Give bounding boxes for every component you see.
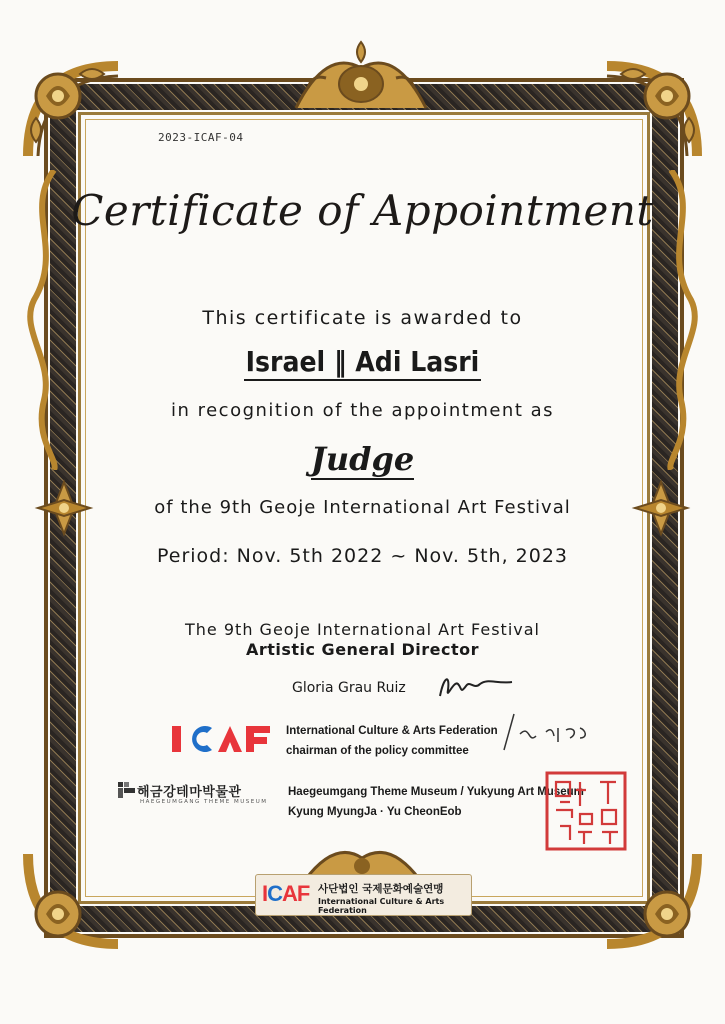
museum-logo-korean: 해금강테마박물관: [137, 785, 242, 800]
corner-ornament-icon: [18, 56, 130, 168]
period-line: Period: Nov. 5th 2022 ~ Nov. 5th, 2023: [156, 545, 569, 567]
certificate-title: Certificate of Appointment: [71, 186, 654, 235]
footer-badge: [255, 874, 472, 916]
awarded-line: This certificate is awarded to: [202, 307, 523, 329]
icaf-logo: [170, 720, 274, 756]
federation-signatory: [286, 721, 498, 761]
document-number: 2023-ICAF-04: [158, 131, 244, 144]
federation-name: International Culture & Arts Federation: [286, 725, 498, 737]
recipient-name-text: Israel ‖ Adi Lasri: [244, 345, 482, 381]
museum-emblem-icon: [118, 782, 136, 798]
footer-logo: ICAF: [262, 881, 310, 906]
footer-korean-name: 사단법인 국제문화예술연맹: [318, 883, 444, 895]
festival-line: of the 9th Geoje International Art Festival: [154, 497, 571, 518]
museum-signatory: [288, 782, 584, 822]
corner-ornament-icon: [18, 842, 130, 954]
corner-ornament-icon: [595, 56, 707, 168]
signatory-director-name: Gloria Grau Ruiz: [292, 680, 406, 696]
museum-name: Haegeumgang Theme Museum / Yukyung Art Museum: [288, 786, 584, 798]
handwritten-signature: [500, 710, 600, 754]
signatory-director-title: Artistic General Director: [245, 640, 480, 659]
signatory-festival-line: The 9th Geoje International Art Festival: [185, 620, 540, 639]
top-crest-ornament-icon: [286, 38, 436, 118]
footer-english-name: International Culture & Arts Federation: [318, 897, 445, 915]
appointed-role: [0, 440, 725, 478]
federation-title: chairman of the policy committee: [286, 745, 469, 757]
museum-logo-english: HAEGEUMGANG THEME MUSEUM: [140, 799, 268, 805]
handwritten-signature: [436, 670, 516, 704]
recognition-line: in recognition of the appointment as: [170, 400, 555, 421]
museum-directors: Kyung MyungJa · Yu CheonEob: [288, 806, 462, 818]
corner-ornament-icon: [595, 842, 707, 954]
red-seal-stamp: [544, 770, 628, 852]
appointed-role-text: Judge: [310, 440, 415, 478]
recipient-name: [0, 345, 725, 378]
